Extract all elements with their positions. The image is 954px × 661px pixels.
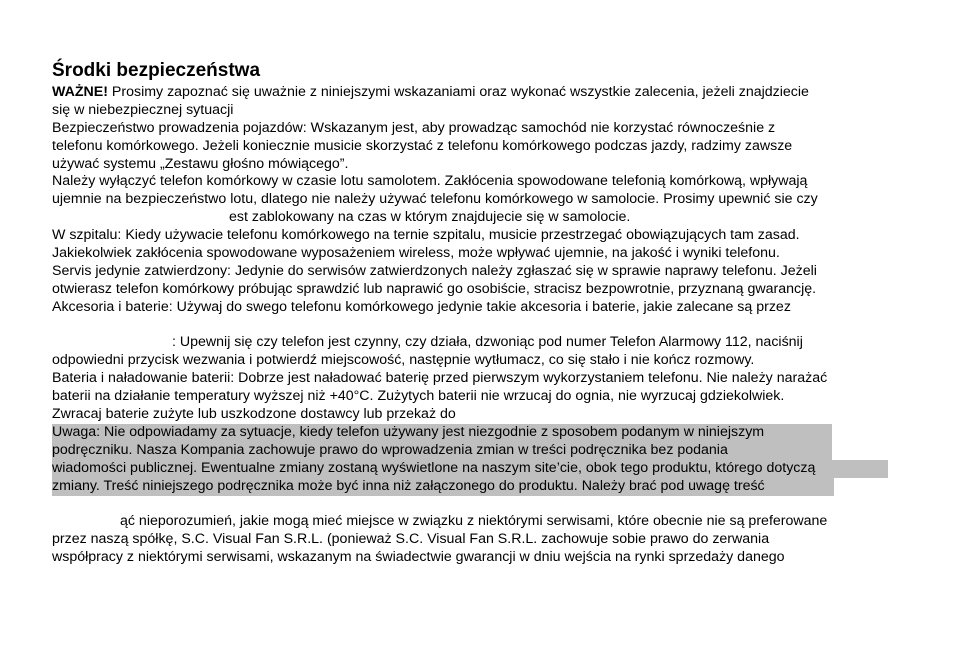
text-line: odpowiedni przycisk wezwania i potwierdź miejscowość, następnie wytłumacz, co się stało i nie kończ rozmowy.: [52, 352, 755, 369]
blank-line: [52, 317, 912, 335]
text-line: Bezpieczeństwo prowadzenia pojazdów: Wskazanym jest, aby prowadząc samochód nie korzystać równocześnie z: [52, 119, 776, 136]
text-line: otwierasz telefon komórkowy próbując sprawdzić lub naprawić go osobiście, stracisz bezpowrotnie, przyznaną gwarancję.: [52, 280, 817, 297]
important-label: WAŻNE!: [52, 84, 108, 100]
text-line: ujemnie na bezpieczeństwo lotu, dlatego nie należy używać telefonu komórkowego w samolocie. Prosimy upewnić sie czy: [52, 191, 818, 208]
text-line: współpracy z niektórymi serwisami, wskazanym na świadectwie gwarancji w dniu wejścia na rynki sprzedaży danego: [52, 549, 785, 566]
text-line: Akcesoria i baterie: Używaj do swego telefonu komórkowego jedynie takie akcesoria i baterie, jakie zalecane są przez: [52, 298, 791, 315]
section-title: Środki bezpieczeństwa: [52, 60, 261, 81]
text-line: W szpitalu: Kiedy używacie telefonu komórkowego na ternie szpitalu, musicie przestrzegać obowiązujących tam zasad.: [52, 227, 800, 244]
document-page: [52, 58, 912, 567]
text-line: Jakiekolwiek zakłócenia spowodowane wyposażeniem wireless, może wpływać ujemnie, na jakość i wyniki telefonu.: [52, 245, 780, 262]
highlighted-line: podręczniku. Nasza Kompania zachowuje prawo do wprowadzenia zmian w treści podręcznika bez podania: [52, 442, 832, 460]
text-line: baterii na działanie temperatury wyższej niż +40°C. Zużytych baterii nie wrzucaj do ognia, nie wyrzucaj gdziekolwiek.: [52, 388, 785, 405]
text-line: ąć nieporozumień, jakie mogą mieć miejsce w związku z niektórymi serwisami, które obecnie nie są preferowane: [120, 513, 828, 530]
highlighted-line: wiadomości publicznej. Ewentualne zmiany zostaną wyświetlone na naszym site’cie, obok tego produktu, którego dotyczą: [52, 460, 888, 478]
text-line-content: Prosimy zapoznać się uważnie z niniejszymi wskazaniami oraz wykonać wszystkie zalecenia, jeżeli znajdziecie: [107, 84, 809, 100]
text-line: telefonu komórkowego. Jeżeli koniecznie musicie skorzystać z telefonu komórkowego podczas jazdy, radzimy zawsze: [52, 137, 793, 154]
text-line: Bateria i naładowanie baterii: Dobrze jest naładować baterię przed pierwszym wykorzystaniem telefonu. Nie należy narażać: [52, 370, 828, 387]
text-line: [52, 84, 912, 102]
text-line: przez naszą spółkę, S.C. Visual Fan S.R.L. (ponieważ S.C. Visual Fan S.R.L. zachowuje sobie prawo do zerwania: [52, 531, 770, 548]
text-line: Należy wyłączyć telefon komórkowy w czasie lotu samolotem. Zakłócenia spowodowane telefonią komórkową, wpływają: [52, 173, 808, 190]
highlighted-line: Uwaga: Nie odpowiadamy za sytuacje, kiedy telefon używany jest niezgodnie z sposobem podanym w niniejszym: [52, 424, 832, 442]
text-line: est zablokowany na czas w którym znajdujecie się w samolocie.: [229, 209, 631, 226]
text-line: się w niebezpiecznej sytuacji: [52, 101, 234, 118]
text-line: Zwracaj baterie zużyte lub uszkodzone dostawcy lub przekaż do: [52, 406, 456, 423]
text-line: używać systemu „Zestawu głośno mówiącego”.: [52, 155, 349, 172]
text-line: Servis jedynie zatwierdzony: Jedynie do serwisów zatwierdzonych należy zgłaszać się w sprawie naprawy telefonu. Jeżeli: [52, 262, 817, 279]
highlighted-line: zmiany. Treść niniejszego podręcznika może być inna niż załączonego do produktu. Należy brać pod uwagę treść: [52, 478, 834, 496]
text-line: : Upewnij się czy telefon jest czynny, czy działa, dzwoniąc pod numer Telefon Alarmowy 112, naciśnij: [172, 334, 803, 351]
